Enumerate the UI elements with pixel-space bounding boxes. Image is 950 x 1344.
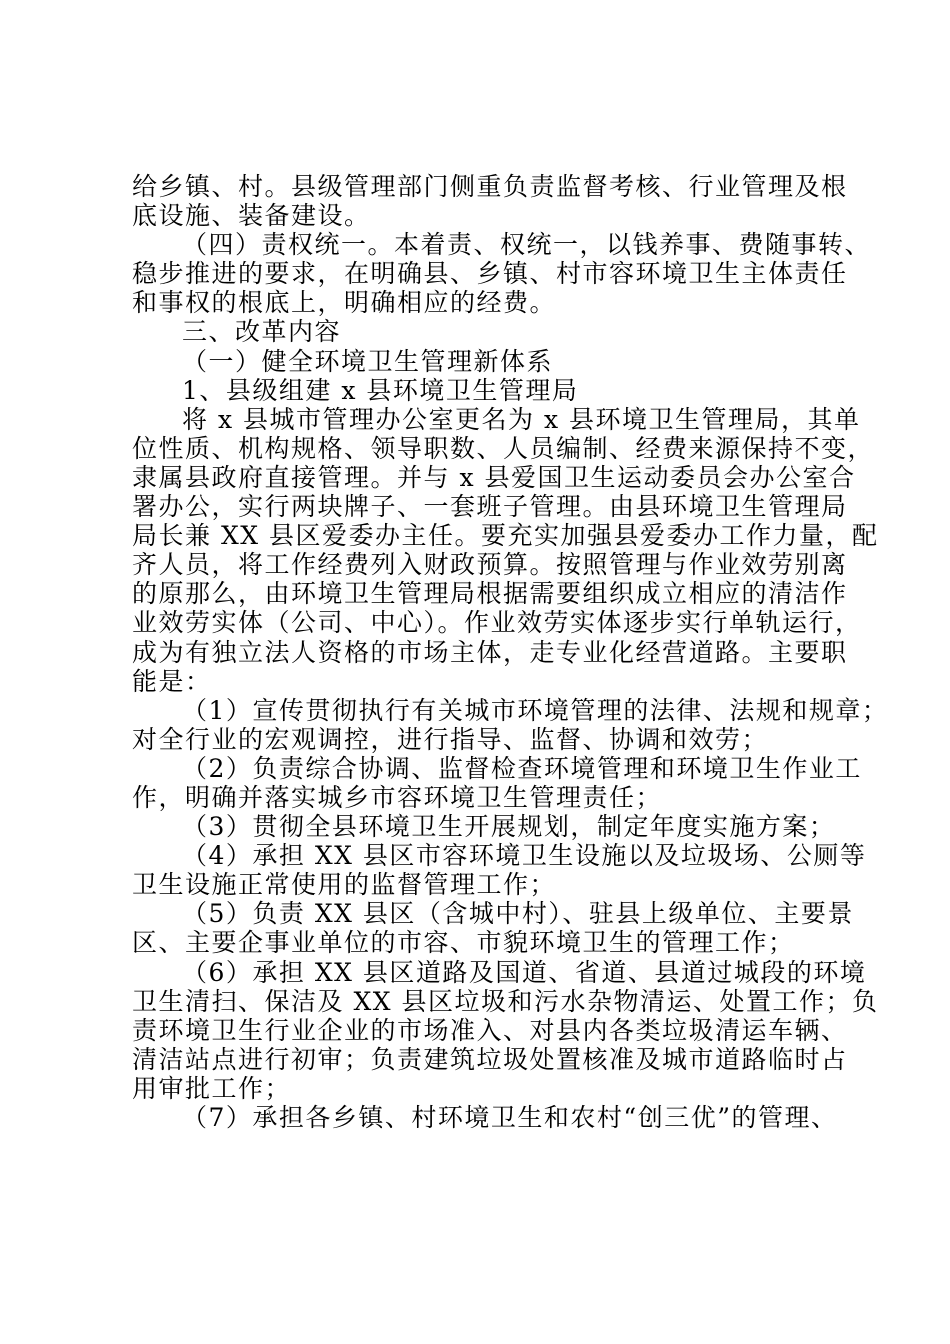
text-line: 的原那么，由环境卫生管理局根据需要组织成立相应的清洁作 — [132, 579, 848, 609]
list-item: （2）负责综合协调、监督检查环境管理和环境卫生作业工 — [182, 753, 862, 783]
text-line: 区、主要企事业单位的市容、市貌环境卫生的管理工作； — [132, 928, 795, 958]
text-line: 隶属县政府直接管理。并与 x 县爱国卫生运动委员会办公室合 — [132, 462, 856, 492]
text-line: 清洁站点进行初审；负责建筑垃圾处置核准及城市道路临时占 — [132, 1044, 848, 1074]
text-line: 底设施、装备建设。 — [132, 201, 371, 231]
text-line: 卫生设施正常使用的监督管理工作； — [132, 870, 557, 900]
text-line: 责环境卫生行业企业的市场准入、对县内各类垃圾清运车辆、 — [132, 1015, 848, 1045]
list-item: （1）宣传贯彻执行有关城市环境管理的法律、法规和规章； — [182, 695, 889, 725]
list-item: （7）承担各乡镇、村环境卫生和农村“创三优”的管理、 — [182, 1103, 838, 1132]
list-item: （4）承担 XX 县区市容环境卫生设施以及垃圾场、公厕等 — [182, 841, 867, 871]
section-heading: 三、改革内容 — [182, 317, 342, 347]
item-heading: 1、县级组建 x 县环境卫生管理局 — [182, 375, 579, 405]
list-item: （3）贯彻全县环境卫生开展规划，制定年度实施方案； — [182, 812, 836, 842]
text-line: 和事权的根底上，明确相应的经费。 — [132, 288, 557, 318]
text-line: 稳步推进的要求，在明确县、乡镇、村市容环境卫生主体责任 — [132, 259, 848, 289]
text-line: 用审批工作； — [132, 1073, 292, 1103]
text-line: 将 x 县城市管理办公室更名为 x 县环境卫生管理局，其单 — [182, 404, 861, 434]
text-line: 给乡镇、村。县级管理部门侧重负责监督考核、行业管理及根 — [132, 172, 848, 201]
text-line: 位性质、机构规格、领导职数、人员编制、经费来源保持不变， — [132, 433, 875, 463]
text-line: （四）责权统一。本着责、权统一，以钱养事、费随事转、 — [182, 230, 872, 260]
document-body — [132, 172, 889, 1132]
text-line: 齐人员，将工作经费列入财政预算。按照管理与作业效劳别离 — [132, 550, 848, 580]
text-line: 业效劳实体（公司、中心）。作业效劳实体逐步实行单轨运行， — [132, 608, 862, 638]
text-line: 局长兼 XX 县区爱委办主任。要充实加强县爱委办工作力量，配 — [132, 521, 879, 551]
text-line: 成为有独立法人资格的市场主体，走专业化经营道路。主要职 — [132, 637, 848, 667]
list-item: （5）负责 XX 县区（含城中村）、驻县上级单位、主要景 — [182, 899, 854, 929]
list-item: （6）承担 XX 县区道路及国道、省道、县道过城段的环境 — [182, 957, 867, 987]
text-line: 能是： — [132, 666, 212, 696]
text-line: 署办公，实行两块牌子、一套班子管理。由县环境卫生管理局 — [132, 492, 848, 522]
text-line: 对全行业的宏观调控，进行指导、监督、协调和效劳； — [132, 724, 769, 754]
subsection-heading: （一）健全环境卫生管理新体系 — [182, 346, 554, 376]
text-line: 作，明确并落实城乡市容环境卫生管理责任； — [132, 782, 663, 812]
text-line: 卫生清扫、保洁及 XX 县区垃圾和污水杂物清运、处置工作；负 — [132, 986, 879, 1016]
